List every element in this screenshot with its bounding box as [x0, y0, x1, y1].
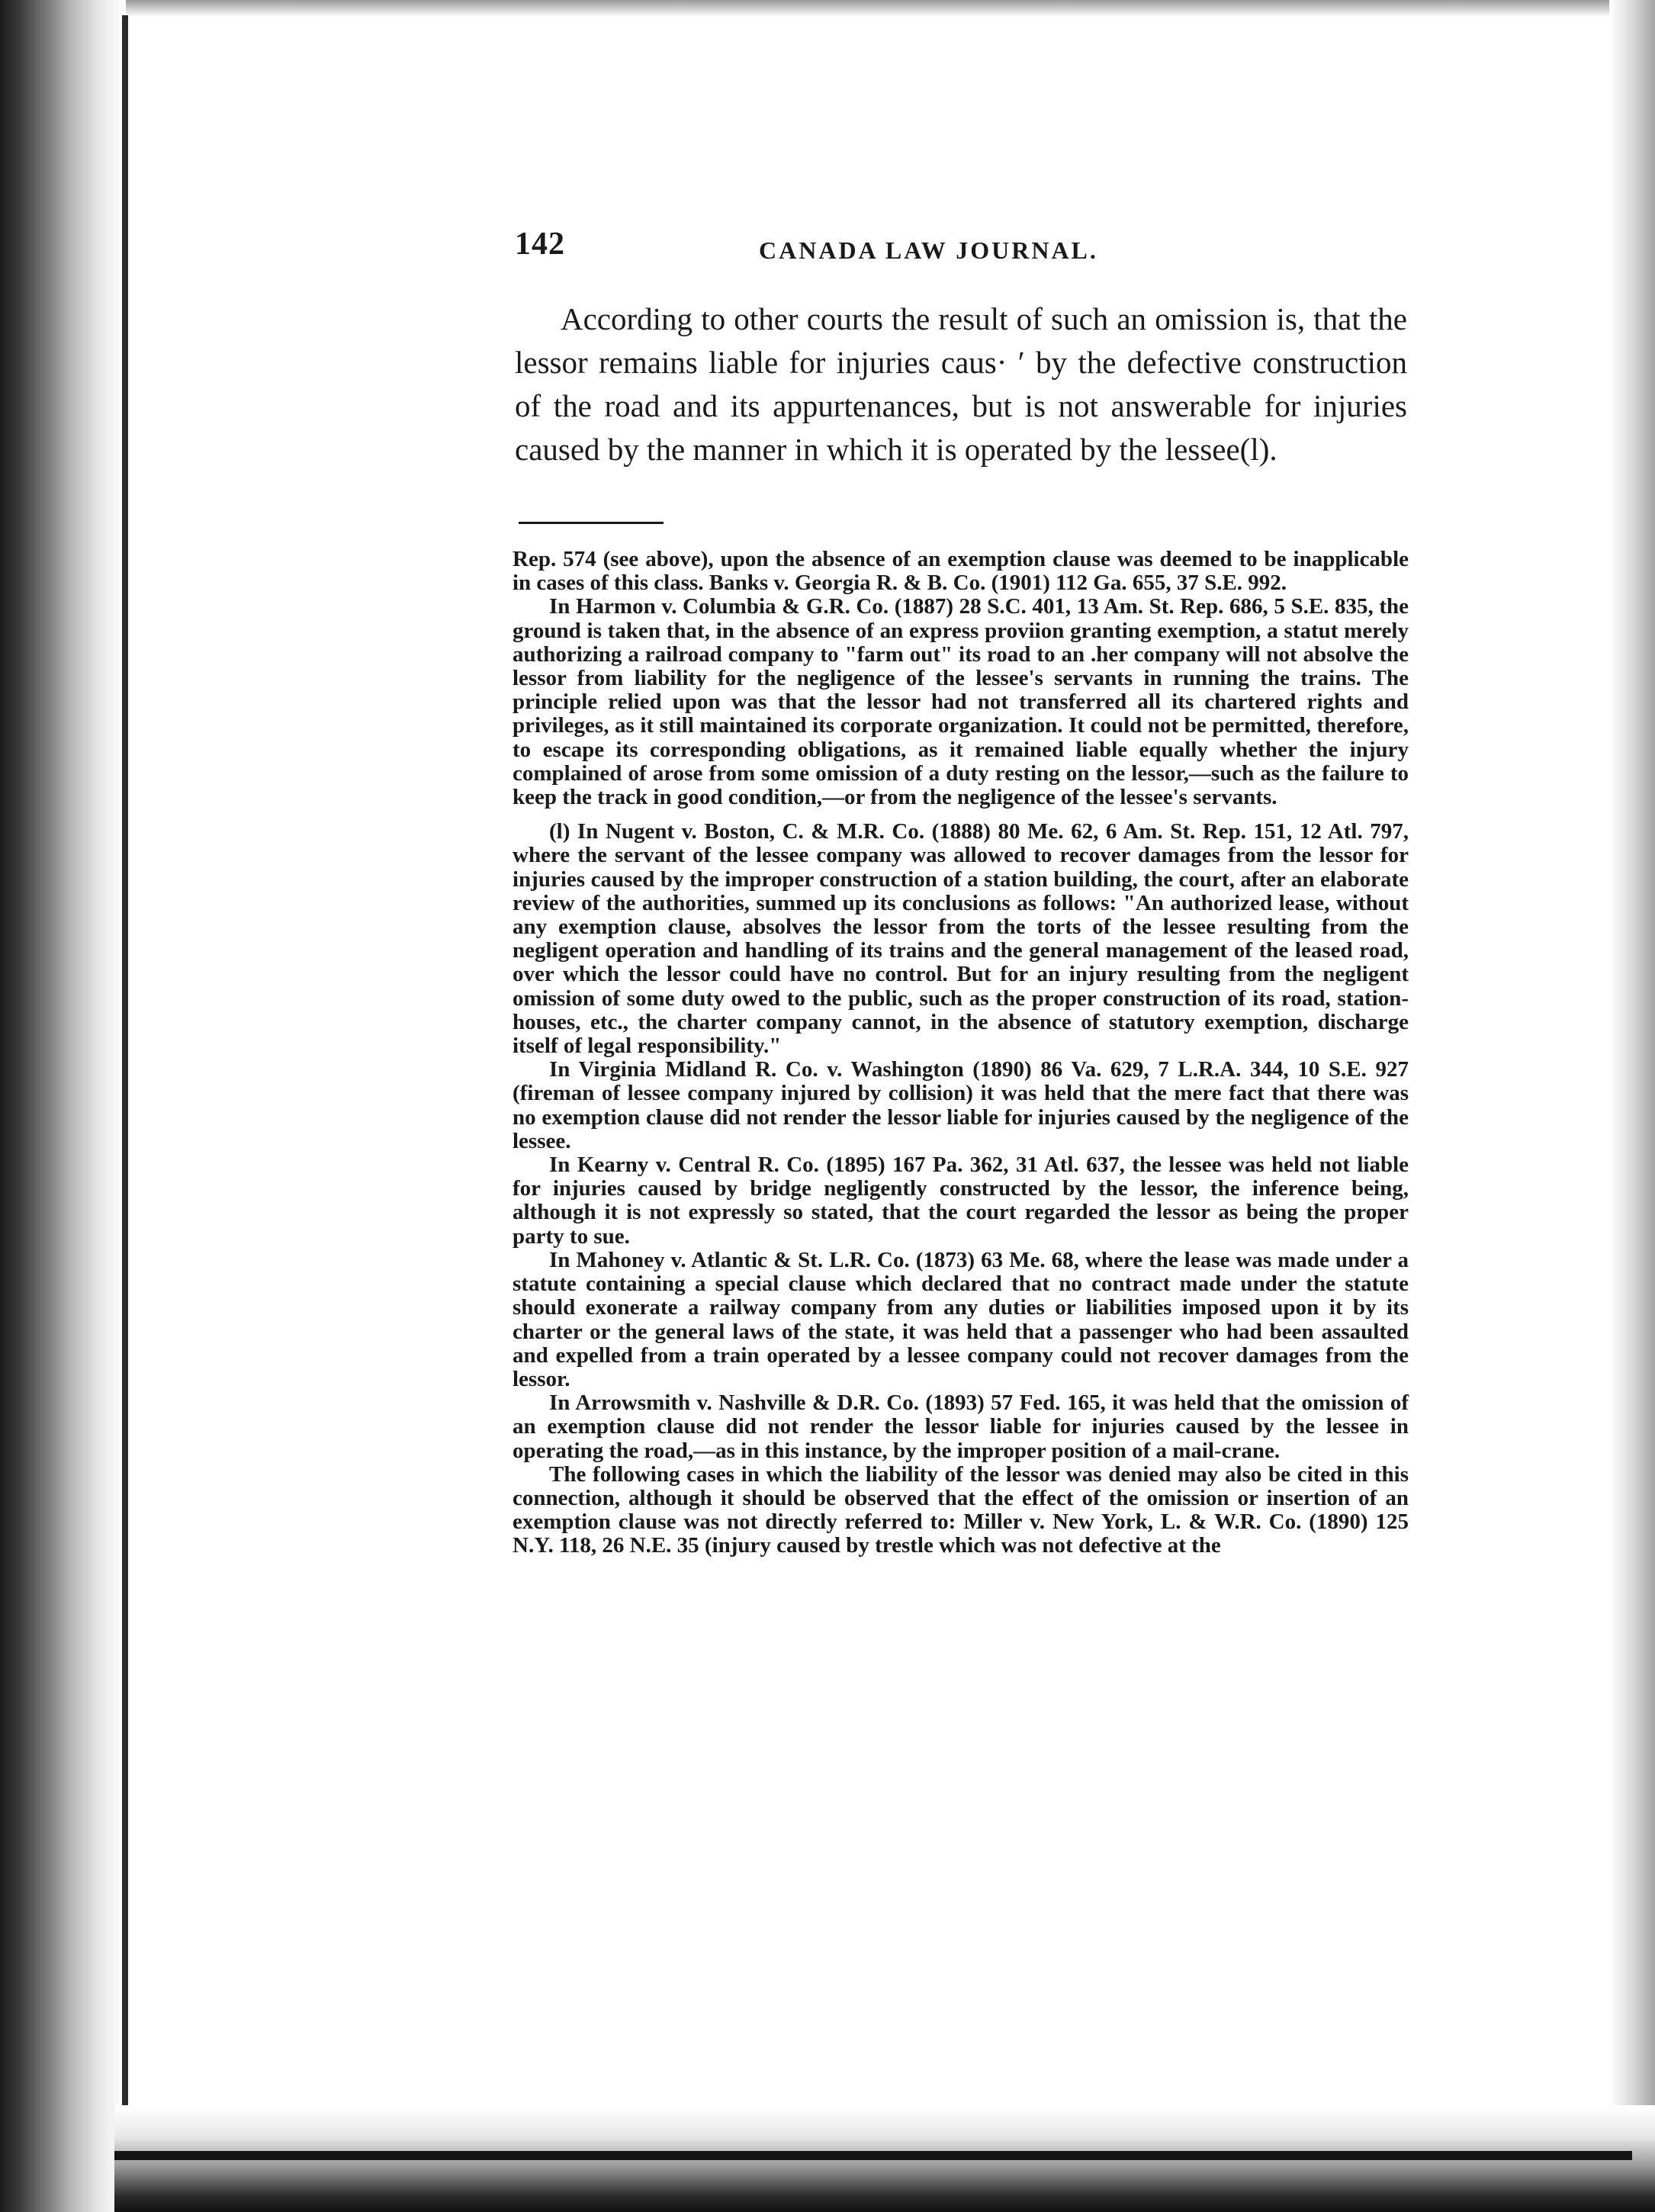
footnote-paragraph: In Kearny v. Central R. Co. (1895) 167 Pa. 362, 31 Atl. 637, the lessee was held not liable for injuries caused by bridge negligently constructed by the lessor, the inference being, although it is not expressly so stated, that the court regarded the lessor as being the proper party to sue. — [513, 1153, 1409, 1249]
page-header — [515, 226, 1415, 272]
footnotes — [513, 548, 1409, 1558]
footnote-divider — [519, 522, 664, 524]
scan-bottom-shadow — [114, 2151, 1632, 2160]
scan-binding-shadow — [122, 15, 128, 2197]
footnote-paragraph: In Mahoney v. Atlantic & St. L.R. Co. (1873) 63 Me. 68, where the lease was made under a statute containing a special clause which declared that no contract made under the statute should exonerate a railway company from any duties or liabilities imposed upon it by its charter or the general laws of the state, it was held that a passenger who had been assaulted and expelled from a train operated by a lessee company could not recover damages from the lessor. — [513, 1247, 1409, 1391]
footnote-continuation: Rep. 574 (see above), upon the absence of an exemption clause was deemed to be inapplicable in cases of this class. Banks v. Georgia R. & B. Co. (1901) 112 Ga. 655, 37 S.E. 992. — [513, 547, 1409, 596]
footnote-l: (l) In Nugent v. Boston, C. & M.R. Co. (1888) 80 Me. 62, 6 Am. St. Rep. 151, 12 Atl. 797, where the servant of the lessee company was allowed to recover damages from the lessor for injuries caused by the improper construction of a station building, the court, after an elaborate review of the authorities, summed up its conclusions as follows: "An authorized lease, without any exemption clause, absolves the lessor from the torts of the lessee resulting from the negligent operation and handling of its trains and the general management of the leased road, over which the lessor could have no control. But for an injury resulting from the negligent omission of some duty owed to the public, such as the proper construction of its road, station-houses, etc., the charter company cannot, in the absence of statutory exemption, discharge itself of legal responsibility." — [513, 819, 1409, 1059]
scan-top-edge — [114, 0, 1655, 17]
footnote-paragraph: In Arrowsmith v. Nashville & D.R. Co. (1893) 57 Fed. 165, it was held that the omission of an exemption clause did not render the lessor liable for injuries caused by the lessee in operating the road,—as in this instance, by the improper position of a mail-crane. — [513, 1391, 1409, 1463]
body-paragraph: According to other courts the result of such an omission is, that the lessor remains liable for injuries caus· ′ by the defective construction of the road and its appurtenances, but is not answerable for injuries caused by the manner in which it is operated by the lessee(l). — [515, 301, 1407, 467]
running-head: CANADA LAW JOURNAL. — [759, 236, 1098, 264]
footnote-paragraph: In Virginia Midland R. Co. v. Washington (1890) 86 Va. 629, 7 L.R.A. 344, 10 S.E. 927 (fireman of lessee company injured by collision) it was held that the mere fact that there was no exemption clause did not render the lessor liable for injuries caused by the negligence of the lessee. — [513, 1057, 1409, 1153]
footnote-paragraph: The following cases in which the liability of the lessor was denied may also be cited in this connection, although it should be observed that the effect of the omission or insertion of an exemption clause was not directly referred to: Miller v. New York, L. & W.R. Co. (1890) 125 N.Y. 118, 26 N.E. 35 (injury caused by trestle which was not defective at the — [513, 1461, 1409, 1558]
scan-left-edge — [0, 0, 126, 2212]
footnote-paragraph: In Harmon v. Columbia & G.R. Co. (1887) 28 S.C. 401, 13 Am. St. Rep. 686, 5 S.E. 835, the ground is taken that, in the absence of an express proviion granting exemption, a statut merely authorizing a railroad company to "farm out" its road to an .her company will not absolve the lessor from liability for the negligence of the lessee's servants in running the trains. The principle relied upon was that the lessor had not transferred all its chartered rights and privileges, as it still maintained its corporate organization. It could not be permitted, therefore, to escape its corresponding obligations, as it remained liable equally whether the injury complained of arose from some omission of a duty resting on the lessor,—such as the failure to keep the track in good condition,—or from the negligence of the lessee's servants. — [513, 594, 1409, 810]
scan-right-edge — [1609, 0, 1655, 2212]
page-number: 142 — [515, 227, 565, 262]
